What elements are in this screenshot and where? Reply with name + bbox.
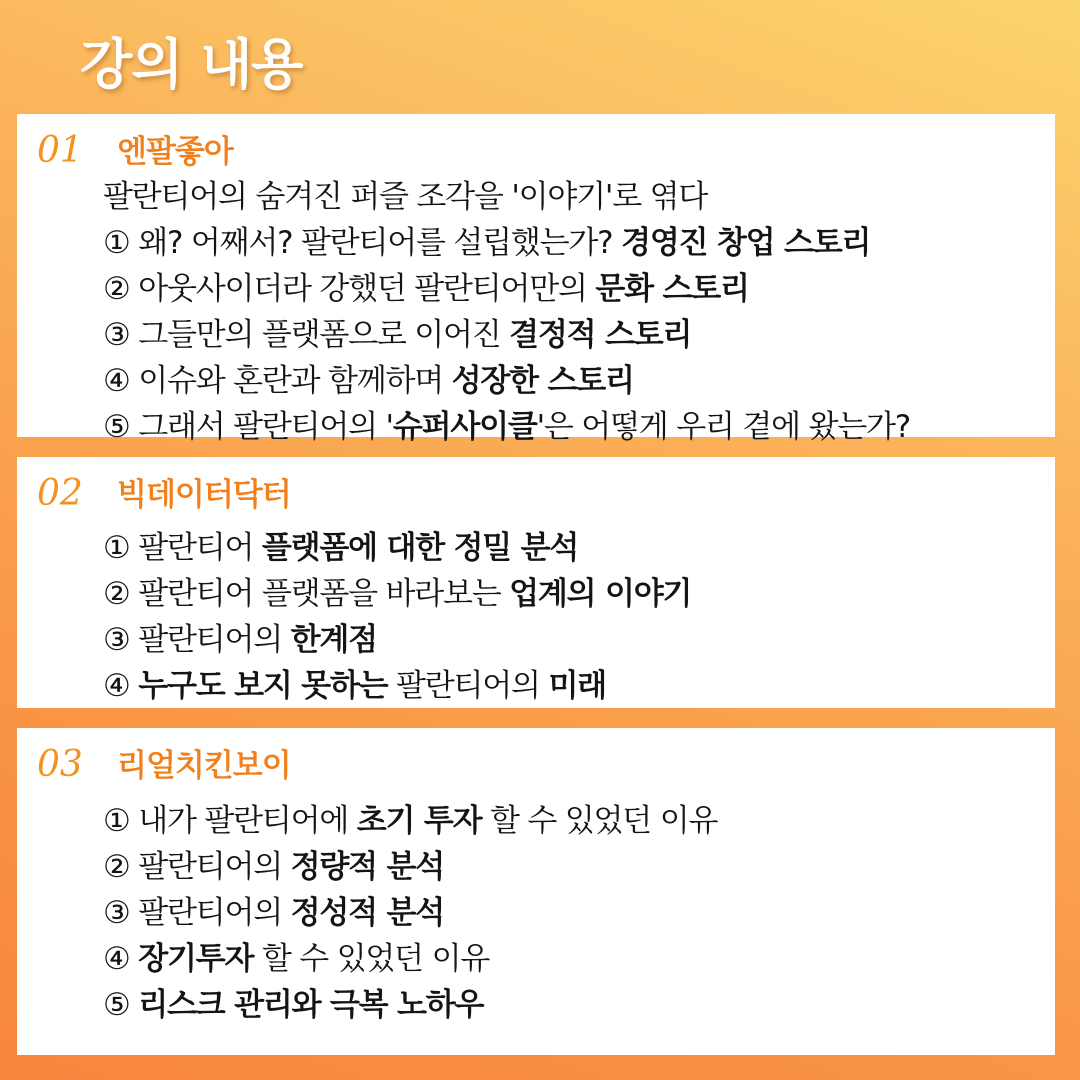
- item-text: ④: [103, 941, 139, 977]
- section-card-03: [17, 728, 1055, 1055]
- section-header: [37, 740, 291, 785]
- list-item: [103, 982, 717, 1028]
- section-header: [37, 126, 233, 171]
- item-text: ③ 그들만의 플랫폼으로 이어진: [103, 317, 510, 353]
- item-text: 할 수 있었던 이유: [253, 941, 490, 977]
- highlight-text: 정성적 분석: [290, 895, 444, 931]
- highlight-text: 결정적 스토리: [509, 317, 692, 353]
- item-text: 팔란티어의 숨겨진 퍼즐 조각을 '이야기'로 엮다: [103, 179, 708, 215]
- item-text: 할 수 있었던 이유: [481, 803, 718, 839]
- list-item: [103, 890, 717, 936]
- highlight-text: 초기 투자: [356, 803, 482, 839]
- highlight-text: 슈퍼사이클: [392, 409, 537, 445]
- item-text: 팔란티어의: [387, 668, 549, 704]
- section-number: 01: [37, 130, 83, 171]
- highlight-text: 한계점: [290, 622, 377, 658]
- section-number: 03: [37, 744, 83, 785]
- list-item: [103, 798, 717, 844]
- item-text: ③ 팔란티어의: [103, 622, 291, 658]
- item-text: ⑤ 그래서 팔란티어의 ': [103, 409, 393, 445]
- list-item: [103, 312, 910, 358]
- section-header: [37, 469, 291, 514]
- highlight-text: 정량적 분석: [290, 849, 444, 885]
- list-item: [103, 571, 691, 617]
- highlight-text: 플랫폼에 대한 정밀 분석: [261, 530, 579, 566]
- section-item-list: [103, 174, 910, 450]
- highlight-text: 업계의 이야기: [509, 576, 692, 612]
- item-text: ③ 팔란티어의: [103, 895, 291, 931]
- highlight-text: 누구도 보지 못하는: [138, 668, 388, 704]
- section-title: 리얼치킨보이: [117, 748, 291, 784]
- item-text: '은 어떻게 우리 곁에 왔는가?: [536, 409, 910, 445]
- section-card-02: [17, 457, 1055, 708]
- list-item: [103, 266, 910, 312]
- item-text: ⑤: [103, 987, 139, 1023]
- highlight-text: 미래: [548, 668, 606, 704]
- list-item: [103, 174, 910, 220]
- list-item: [103, 617, 691, 663]
- section-item-list: [103, 798, 717, 1028]
- list-item: [103, 404, 910, 450]
- section-number: 02: [37, 473, 83, 514]
- item-text: ② 팔란티어 플랫폼을 바라보는: [103, 576, 510, 612]
- highlight-text: 경영진 창업 스토리: [621, 225, 871, 261]
- section-title: 빅데이터닥터: [117, 477, 291, 513]
- section-title: 엔팔좋아: [117, 134, 233, 170]
- highlight-text: 성장한 스토리: [451, 363, 634, 399]
- item-text: ① 팔란티어: [103, 530, 262, 566]
- section-item-list: [103, 525, 691, 709]
- item-text: ① 내가 팔란티어에: [103, 803, 357, 839]
- highlight-text: 장기투자: [138, 941, 254, 977]
- highlight-text: 문화 스토리: [595, 271, 749, 307]
- list-item: [103, 358, 910, 404]
- highlight-text: 리스크 관리와 극복 노하우: [138, 987, 484, 1023]
- list-item: [103, 663, 691, 709]
- item-text: ④: [103, 668, 139, 704]
- list-item: [103, 220, 910, 266]
- list-item: [103, 844, 717, 890]
- page-title: 강의 내용: [80, 33, 303, 96]
- item-text: ① 왜? 어째서? 팔란티어를 설립했는가?: [103, 225, 622, 261]
- section-card-01: [17, 114, 1055, 445]
- list-item: [103, 936, 717, 982]
- item-text: ② 팔란티어의: [103, 849, 291, 885]
- item-text: ④ 이슈와 혼란과 함께하며: [103, 363, 452, 399]
- list-item: [103, 525, 691, 571]
- item-text: ② 아웃사이더라 강했던 팔란티어만의: [103, 271, 596, 307]
